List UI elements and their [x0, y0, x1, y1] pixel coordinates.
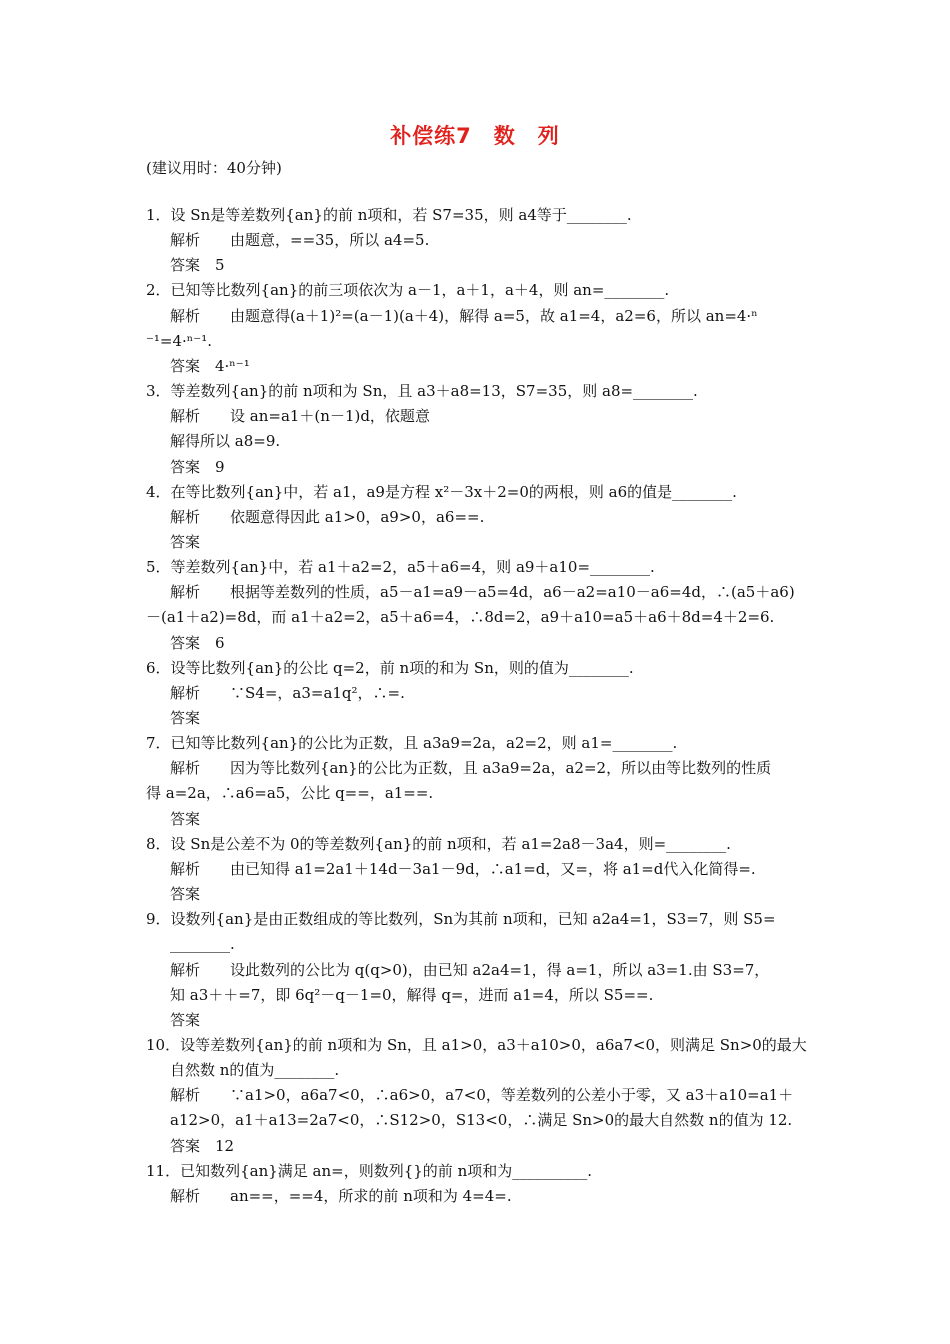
solution-line: 解析 根据等差数列的性质，a5－a1=a9－a5=4d，a6－a2=a10－a6=4d，∴(a5＋a6) [170, 583, 795, 602]
solution-line: 自然数 n的值为________. [170, 1061, 340, 1080]
continuation-line: 得 a=2a，∴a6=a5，公比 q==，a1==. [146, 784, 434, 803]
question-line: 8．设 Sn是公差不为 0的等差数列{an}的前 n项和，若 a1=2a8－3a4，则=________. [146, 834, 731, 853]
question-line: 9．设数列{an}是由正数组成的等比数列，Sn为其前 n项和，已知 a2a4=1，S3=7，则 S5= [146, 910, 776, 929]
question-line: 2．已知等比数列{an}的前三项依次为 a－1，a＋1，a＋4，则 an=________. [146, 281, 670, 300]
question-line: 5．等差数列{an}中，若 a1＋a2=2，a5＋a6=4，则 a9＋a10=________. [146, 558, 655, 577]
solution-line: 解析 设 an=a1＋(n－1)d，依题意 [170, 407, 430, 426]
solution-line: 解析 依题意得因此 a1>0，a9>0，a6==. [170, 507, 485, 526]
question-line: 1．设 Sn是等差数列{an}的前 n项和，若 S7=35，则 a4等于________. [146, 206, 632, 224]
question-line: 11．已知数列{an}满足 an=，则数列{}的前 n项和为__________. [146, 1161, 593, 1180]
solution-line: 答案 4·ⁿ⁻¹ [170, 356, 250, 375]
solution-line: 知 a3＋＋=7，即 6q²－q－1=0，解得 q=，进而 a1=4，所以 S5==. [170, 985, 654, 1004]
solution-line: 答案 [170, 532, 201, 551]
question-line: 7．已知等比数列{an}的公比为正数，且 a3a9=2a，a2=2，则 a1=________. [146, 734, 678, 753]
solution-line: 解析 ∵S4=，a3=a1q²，∴=. [170, 683, 405, 702]
solution-line: 解析 由题意得(a＋1)²=(a－1)(a＋4)，解得 a=5，故 a1=4，a2=6，所以 an=4·ⁿ [170, 306, 758, 325]
solution-line: 解得所以 a8=9. [170, 432, 281, 451]
solution-line: 答案 [170, 885, 201, 904]
solution-line: 解析 ∵a1>0，a6a7<0，∴a6>0，a7<0，等差数列的公差小于零，又 a3＋a10=a1＋ [170, 1086, 794, 1105]
solution-line: 解析 因为等比数列{an}的公比为正数，且 a3a9=2a，a2=2，所以由等比数列的性质 [170, 759, 772, 778]
question-line: 3．等差数列{an}的前 n项和为 Sn，且 a3＋a8=13，S7=35，则 a8=________. [146, 382, 698, 401]
page-title: 补偿练7 数 列 [390, 124, 560, 148]
solution-line: ________. [170, 935, 235, 954]
question-line: 4．在等比数列{an}中，若 a1，a9是方程 x²－3x＋2=0的两根，则 a6的值是________. [146, 482, 737, 501]
solution-line: 答案 6 [170, 633, 225, 652]
solution-line: a12>0，a1＋a13=2a7<0，∴S12>0，S13<0，∴满足 Sn>0的最大自然数 n的值为 12. [170, 1111, 793, 1130]
solution-line: 解析 由已知得 a1=2a1＋14d－3a1－9d，∴a1=d，又=，将 a1=d代入化简得=. [170, 859, 756, 878]
question-line: 6．设等比数列{an}的公比 q=2，前 n项的和为 Sn，则的值为________. [146, 658, 634, 677]
solution-line: 答案 [170, 709, 201, 727]
continuation-line: ⁻¹=4·ⁿ⁻¹. [146, 331, 212, 350]
solution-line: 答案 12 [170, 1136, 235, 1155]
suggested-time: (建议用时：40分钟) [146, 159, 282, 177]
solution-line: 答案 [170, 1010, 201, 1029]
solution-line: 解析 an==，==4，所求的前 n项和为 4=4=. [170, 1186, 512, 1205]
continuation-line: －(a1＋a2)=8d，而 a1＋a2=2，a5＋a6=4，∴8d=2，a9＋a10=a5＋a6＋8d=4＋2=6. [146, 608, 775, 627]
solution-line: 答案 [170, 809, 201, 828]
question-line: 10．设等差数列{an}的前 n项和为 Sn，且 a1>0，a3＋a10>0，a6a7<0，则满足 Sn>0的最大 [146, 1035, 807, 1054]
solution-line: 答案 9 [170, 457, 225, 476]
solution-line: 答案 5 [170, 256, 225, 275]
solution-line: 解析 设此数列的公比为 q(q>0)，由已知 a2a4=1，得 a=1，所以 a3=1.由 S3=7， [170, 960, 770, 979]
solution-line: 解析 由题意，==35，所以 a4=5. [170, 231, 430, 250]
